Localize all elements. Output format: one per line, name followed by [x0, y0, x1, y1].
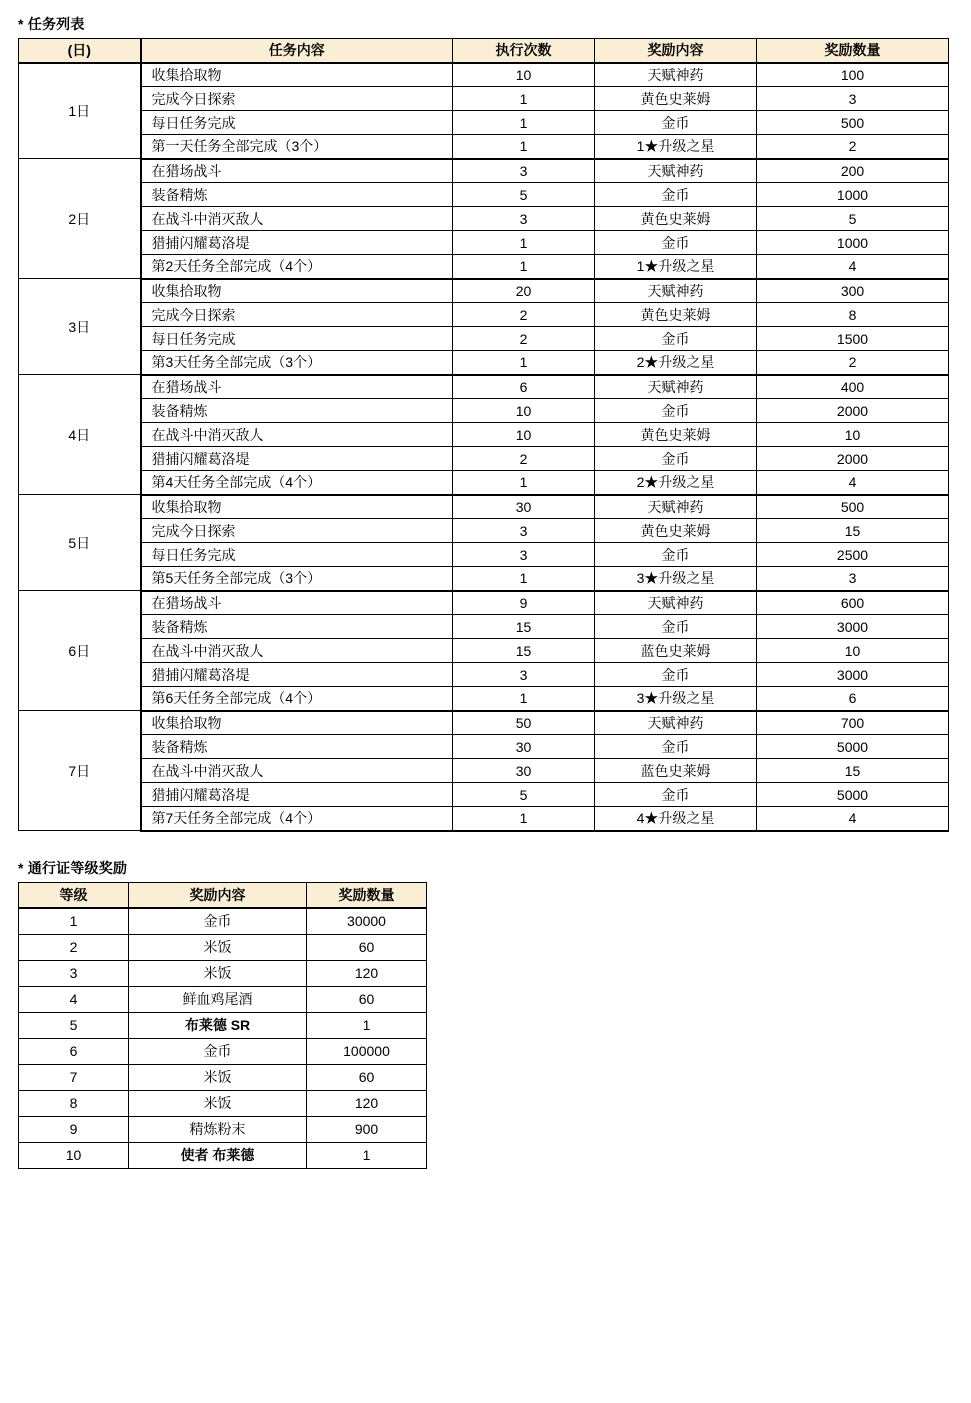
- table-row: [19, 711, 949, 735]
- pass-amount: 120: [307, 960, 427, 986]
- task-count: 30: [453, 495, 595, 519]
- reward-amount: 5000: [757, 783, 949, 807]
- reward-name: 金币: [595, 543, 757, 567]
- table-row: [19, 639, 949, 663]
- task-name: 完成今日探索: [141, 303, 453, 327]
- table-row: [19, 471, 949, 495]
- pass-amount: 1: [307, 1012, 427, 1038]
- table-row: [19, 87, 949, 111]
- task-count: 1: [453, 255, 595, 279]
- task-count: 3: [453, 543, 595, 567]
- table-row: [19, 934, 427, 960]
- task-count: 30: [453, 759, 595, 783]
- reward-amount: 1000: [757, 183, 949, 207]
- table-row: [19, 1038, 427, 1064]
- task-count: 1: [453, 351, 595, 375]
- task-count: 3: [453, 519, 595, 543]
- reward-name: 3★升级之星: [595, 687, 757, 711]
- reward-amount: 5: [757, 207, 949, 231]
- task-count: 5: [453, 783, 595, 807]
- task-count: 10: [453, 399, 595, 423]
- table-row: [19, 231, 949, 255]
- table-row: [19, 423, 949, 447]
- pass-amount: 1: [307, 1142, 427, 1168]
- reward-amount: 4: [757, 255, 949, 279]
- pass-col-level: 等级: [19, 882, 129, 908]
- pass-level: 5: [19, 1012, 129, 1038]
- task-name: 完成今日探索: [141, 87, 453, 111]
- task-name: 完成今日探索: [141, 519, 453, 543]
- reward-amount: 10: [757, 423, 949, 447]
- pass-section-title: * 通行证等级奖励: [18, 859, 128, 876]
- tasks-col-reward: 奖励内容: [595, 39, 757, 63]
- task-name: 在战斗中消灭敌人: [141, 207, 453, 231]
- task-name: 在猎场战斗: [141, 591, 453, 615]
- reward-amount: 400: [757, 375, 949, 399]
- reward-name: 金币: [595, 327, 757, 351]
- task-name: 收集拾取物: [141, 279, 453, 303]
- task-count: 1: [453, 471, 595, 495]
- pass-amount: 120: [307, 1090, 427, 1116]
- task-name: 在战斗中消灭敌人: [141, 639, 453, 663]
- reward-name: 3★升级之星: [595, 567, 757, 591]
- pass-reward: 金币: [129, 1038, 307, 1064]
- pass-level: 4: [19, 986, 129, 1012]
- pass-reward: 布莱德 SR: [129, 1012, 307, 1038]
- task-name: 猎捕闪耀葛洛堤: [141, 783, 453, 807]
- tasks-section-title: * 任务列表: [18, 16, 85, 32]
- pass-reward: 米饭: [129, 934, 307, 960]
- task-name: 装备精炼: [141, 183, 453, 207]
- pass-amount: 30000: [307, 908, 427, 934]
- reward-amount: 500: [757, 111, 949, 135]
- pass-level: 3: [19, 960, 129, 986]
- task-name: 在战斗中消灭敌人: [141, 759, 453, 783]
- pass-reward: 米饭: [129, 960, 307, 986]
- table-row: [19, 1116, 427, 1142]
- task-name: 在猎场战斗: [141, 159, 453, 183]
- tasks-header-row: [19, 39, 949, 63]
- tasks-col-count: 执行次数: [453, 39, 595, 63]
- reward-name: 天赋神药: [595, 711, 757, 735]
- reward-amount: 2000: [757, 447, 949, 471]
- task-count: 1: [453, 567, 595, 591]
- pass-reward: 精炼粉末: [129, 1116, 307, 1142]
- table-row: [19, 615, 949, 639]
- reward-name: 金币: [595, 447, 757, 471]
- task-name: 第2天任务全部完成（4个）: [141, 255, 453, 279]
- reward-amount: 1500: [757, 327, 949, 351]
- table-row: [19, 495, 949, 519]
- table-row: [19, 1142, 427, 1168]
- reward-amount: 200: [757, 159, 949, 183]
- table-row: [19, 447, 949, 471]
- task-count: 2: [453, 447, 595, 471]
- reward-name: 1★升级之星: [595, 135, 757, 159]
- task-count: 3: [453, 663, 595, 687]
- table-row: [19, 567, 949, 591]
- reward-amount: 2000: [757, 399, 949, 423]
- task-count: 30: [453, 735, 595, 759]
- reward-name: 2★升级之星: [595, 351, 757, 375]
- reward-name: 金币: [595, 663, 757, 687]
- task-name: 在猎场战斗: [141, 375, 453, 399]
- task-name: 猎捕闪耀葛洛堤: [141, 663, 453, 687]
- task-count: 5: [453, 183, 595, 207]
- table-row: [19, 375, 949, 399]
- pass-amount: 100000: [307, 1038, 427, 1064]
- task-count: 10: [453, 63, 595, 87]
- pass-amount: 900: [307, 1116, 427, 1142]
- day-label: 2日: [19, 159, 141, 279]
- reward-amount: 300: [757, 279, 949, 303]
- pass-amount: 60: [307, 934, 427, 960]
- pass-reward: 米饭: [129, 1090, 307, 1116]
- task-name: 装备精炼: [141, 615, 453, 639]
- table-row: [19, 1090, 427, 1116]
- tasks-table-body: [19, 63, 949, 831]
- reward-name: 天赋神药: [595, 375, 757, 399]
- task-count: 3: [453, 207, 595, 231]
- table-row: [19, 543, 949, 567]
- table-row: [19, 735, 949, 759]
- pass-col-reward: 奖励内容: [129, 882, 307, 908]
- pass-rewards-table: [18, 882, 427, 1169]
- pass-level: 8: [19, 1090, 129, 1116]
- reward-amount: 2: [757, 135, 949, 159]
- reward-amount: 4: [757, 471, 949, 495]
- task-name: 每日任务完成: [141, 543, 453, 567]
- table-row: [19, 783, 949, 807]
- tasks-col-task: 任务内容: [141, 39, 453, 63]
- reward-name: 黄色史莱姆: [595, 423, 757, 447]
- reward-amount: 2500: [757, 543, 949, 567]
- pass-level: 2: [19, 934, 129, 960]
- reward-amount: 4: [757, 807, 949, 831]
- task-count: 50: [453, 711, 595, 735]
- reward-name: 天赋神药: [595, 495, 757, 519]
- reward-amount: 3: [757, 87, 949, 111]
- table-row: [19, 279, 949, 303]
- pass-amount: 60: [307, 1064, 427, 1090]
- reward-name: 1★升级之星: [595, 255, 757, 279]
- task-name: 每日任务完成: [141, 111, 453, 135]
- tasks-table: [18, 38, 949, 832]
- table-row: [19, 399, 949, 423]
- pass-level: 6: [19, 1038, 129, 1064]
- table-row: [19, 255, 949, 279]
- reward-name: 金币: [595, 735, 757, 759]
- tasks-table-head: [19, 39, 949, 63]
- reward-amount: 1000: [757, 231, 949, 255]
- reward-name: 黄色史莱姆: [595, 207, 757, 231]
- reward-amount: 8: [757, 303, 949, 327]
- task-name: 第4天任务全部完成（4个）: [141, 471, 453, 495]
- pass-level: 7: [19, 1064, 129, 1090]
- task-name: 收集拾取物: [141, 495, 453, 519]
- task-count: 1: [453, 807, 595, 831]
- day-label: 7日: [19, 711, 141, 831]
- table-row: [19, 111, 949, 135]
- reward-name: 黄色史莱姆: [595, 87, 757, 111]
- task-count: 1: [453, 135, 595, 159]
- task-name: 装备精炼: [141, 399, 453, 423]
- reward-name: 金币: [595, 399, 757, 423]
- task-count: 6: [453, 375, 595, 399]
- pass-level: 10: [19, 1142, 129, 1168]
- day-label: 6日: [19, 591, 141, 711]
- pass-section: [0, 858, 971, 1169]
- pass-header-row: [19, 882, 427, 908]
- task-count: 1: [453, 231, 595, 255]
- reward-amount: 3: [757, 567, 949, 591]
- tasks-col-day: (日): [19, 39, 141, 63]
- reward-amount: 3000: [757, 615, 949, 639]
- pass-amount: 60: [307, 986, 427, 1012]
- reward-name: 2★升级之星: [595, 471, 757, 495]
- table-row: [19, 960, 427, 986]
- task-name: 收集拾取物: [141, 63, 453, 87]
- table-row: [19, 759, 949, 783]
- table-row: [19, 63, 949, 87]
- reward-name: 金币: [595, 183, 757, 207]
- pass-level: 9: [19, 1116, 129, 1142]
- reward-name: 天赋神药: [595, 159, 757, 183]
- reward-name: 蓝色史莱姆: [595, 759, 757, 783]
- reward-name: 天赋神药: [595, 279, 757, 303]
- task-count: 1: [453, 687, 595, 711]
- pass-reward: 米饭: [129, 1064, 307, 1090]
- reward-amount: 15: [757, 759, 949, 783]
- task-name: 第5天任务全部完成（3个）: [141, 567, 453, 591]
- reward-amount: 6: [757, 687, 949, 711]
- reward-amount: 500: [757, 495, 949, 519]
- task-name: 第一天任务全部完成（3个）: [141, 135, 453, 159]
- reward-name: 黄色史莱姆: [595, 303, 757, 327]
- pass-level: 1: [19, 908, 129, 934]
- reward-name: 天赋神药: [595, 63, 757, 87]
- task-count: 1: [453, 111, 595, 135]
- table-row: [19, 1064, 427, 1090]
- top-spacer: [0, 0, 971, 8]
- reward-name: 天赋神药: [595, 591, 757, 615]
- table-row: [19, 519, 949, 543]
- pass-reward: 使者 布莱德: [129, 1142, 307, 1168]
- task-count: 15: [453, 615, 595, 639]
- task-name: 猎捕闪耀葛洛堤: [141, 447, 453, 471]
- task-count: 20: [453, 279, 595, 303]
- day-label: 3日: [19, 279, 141, 375]
- table-row: [19, 807, 949, 831]
- table-row: [19, 207, 949, 231]
- task-name: 收集拾取物: [141, 711, 453, 735]
- task-count: 9: [453, 591, 595, 615]
- task-count: 1: [453, 87, 595, 111]
- table-row: [19, 135, 949, 159]
- day-label: 1日: [19, 63, 141, 159]
- table-row: [19, 687, 949, 711]
- day-label: 4日: [19, 375, 141, 495]
- table-row: [19, 591, 949, 615]
- pass-reward: 金币: [129, 908, 307, 934]
- reward-amount: 3000: [757, 663, 949, 687]
- table-row: [19, 159, 949, 183]
- day-label: 5日: [19, 495, 141, 591]
- reward-amount: 700: [757, 711, 949, 735]
- task-count: 15: [453, 639, 595, 663]
- reward-amount: 15: [757, 519, 949, 543]
- task-name: 第3天任务全部完成（3个）: [141, 351, 453, 375]
- task-name: 在战斗中消灭敌人: [141, 423, 453, 447]
- task-name: 猎捕闪耀葛洛堤: [141, 231, 453, 255]
- table-row: [19, 183, 949, 207]
- reward-name: 金币: [595, 231, 757, 255]
- pass-col-amount: 奖励数量: [307, 882, 427, 908]
- task-name: 第6天任务全部完成（4个）: [141, 687, 453, 711]
- reward-name: 金币: [595, 783, 757, 807]
- pass-table-head: [19, 882, 427, 908]
- reward-name: 金币: [595, 111, 757, 135]
- task-count: 2: [453, 327, 595, 351]
- table-row: [19, 986, 427, 1012]
- task-name: 每日任务完成: [141, 327, 453, 351]
- task-count: 10: [453, 423, 595, 447]
- task-name: 第7天任务全部完成（4个）: [141, 807, 453, 831]
- tasks-col-amount: 奖励数量: [757, 39, 949, 63]
- table-row: [19, 327, 949, 351]
- table-row: [19, 908, 427, 934]
- task-count: 3: [453, 159, 595, 183]
- reward-amount: 100: [757, 63, 949, 87]
- table-row: [19, 303, 949, 327]
- table-row: [19, 1012, 427, 1038]
- reward-amount: 10: [757, 639, 949, 663]
- pass-table-body: [19, 908, 427, 1168]
- reward-name: 黄色史莱姆: [595, 519, 757, 543]
- pass-reward: 鲜血鸡尾酒: [129, 986, 307, 1012]
- reward-amount: 5000: [757, 735, 949, 759]
- task-count: 2: [453, 303, 595, 327]
- table-row: [19, 351, 949, 375]
- table-row: [19, 663, 949, 687]
- reward-name: 金币: [595, 615, 757, 639]
- task-name: 装备精炼: [141, 735, 453, 759]
- reward-amount: 2: [757, 351, 949, 375]
- reward-amount: 600: [757, 591, 949, 615]
- reward-name: 4★升级之星: [595, 807, 757, 831]
- reward-name: 蓝色史莱姆: [595, 639, 757, 663]
